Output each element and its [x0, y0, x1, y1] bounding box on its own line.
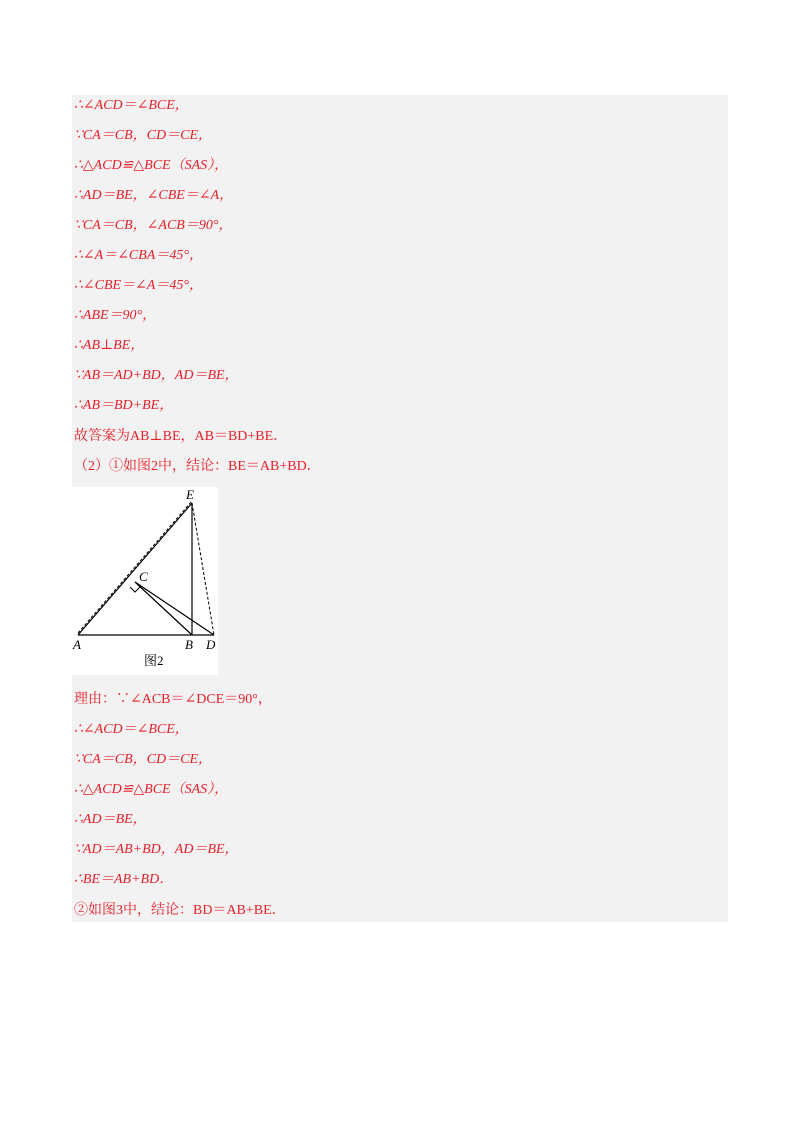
proof-line-11: ∴AB＝BD+BE， [74, 398, 174, 413]
proof-line-9: ∴AB⊥BE， [74, 338, 145, 353]
reason-line-7: ∴BE＝AB+BD． [74, 872, 174, 887]
proof-line-8: ∴ABE＝90°， [74, 308, 157, 323]
proof-line-4: ∴AD＝BE，∠CBE＝∠A， [74, 188, 234, 203]
reason-line-4: ∴△ACD≌△BCE（SAS）， [74, 782, 229, 797]
label-E: E [186, 487, 194, 502]
geometry-figure-2 [72, 487, 218, 675]
part2-intro-line: （2）①如图2中，结论：BE＝AB+BD． [74, 459, 321, 474]
part2-conclusion-line: ②如图3中，结论：BD＝AB+BE． [74, 903, 286, 918]
geometry-figure-svg [72, 487, 218, 675]
label-C: C [139, 569, 148, 584]
reason-line-5: ∴AD＝BE， [74, 812, 147, 827]
proof-line-6: ∴∠A＝∠CBA＝45°， [74, 248, 203, 263]
figure-caption: 图2 [144, 653, 164, 668]
right-angle-marker [130, 587, 140, 592]
label-B: B [185, 637, 193, 652]
proof-line-5: ∵CA＝CB，∠ACB＝90°， [74, 218, 233, 233]
reason-line-2: ∴∠ACD＝∠BCE， [74, 722, 189, 737]
proof-line-1: ∴∠ACD＝∠BCE， [74, 98, 189, 113]
solution-content-block [72, 95, 728, 922]
proof-line-2: ∵CA＝CB，CD＝CE， [74, 128, 213, 143]
label-D: D [206, 637, 216, 652]
proof-line-10: ∵AB＝AD+BD，AD＝BE， [74, 368, 239, 383]
proof-line-3: ∴△ACD≌△BCE（SAS）， [74, 158, 229, 173]
label-A: A [73, 637, 81, 652]
reason-line-3: ∵CA＝CB，CD＝CE， [74, 752, 213, 767]
reason-line-1: 理由：∵∠ACB＝∠DCE＝90°， [74, 692, 272, 707]
segment-CD [135, 582, 214, 635]
proof-line-7: ∴∠CBE＝∠A＝45°， [74, 278, 203, 293]
segment-CB [135, 582, 192, 635]
segment-AE [78, 503, 192, 635]
segment-AE-dashed [78, 501, 192, 633]
answer-line: 故答案为AB⊥BE，AB＝BD+BE． [74, 429, 288, 444]
reason-line-6: ∵AD＝AB+BD，AD＝BE， [74, 842, 239, 857]
segment-ED-dashed [192, 503, 214, 635]
